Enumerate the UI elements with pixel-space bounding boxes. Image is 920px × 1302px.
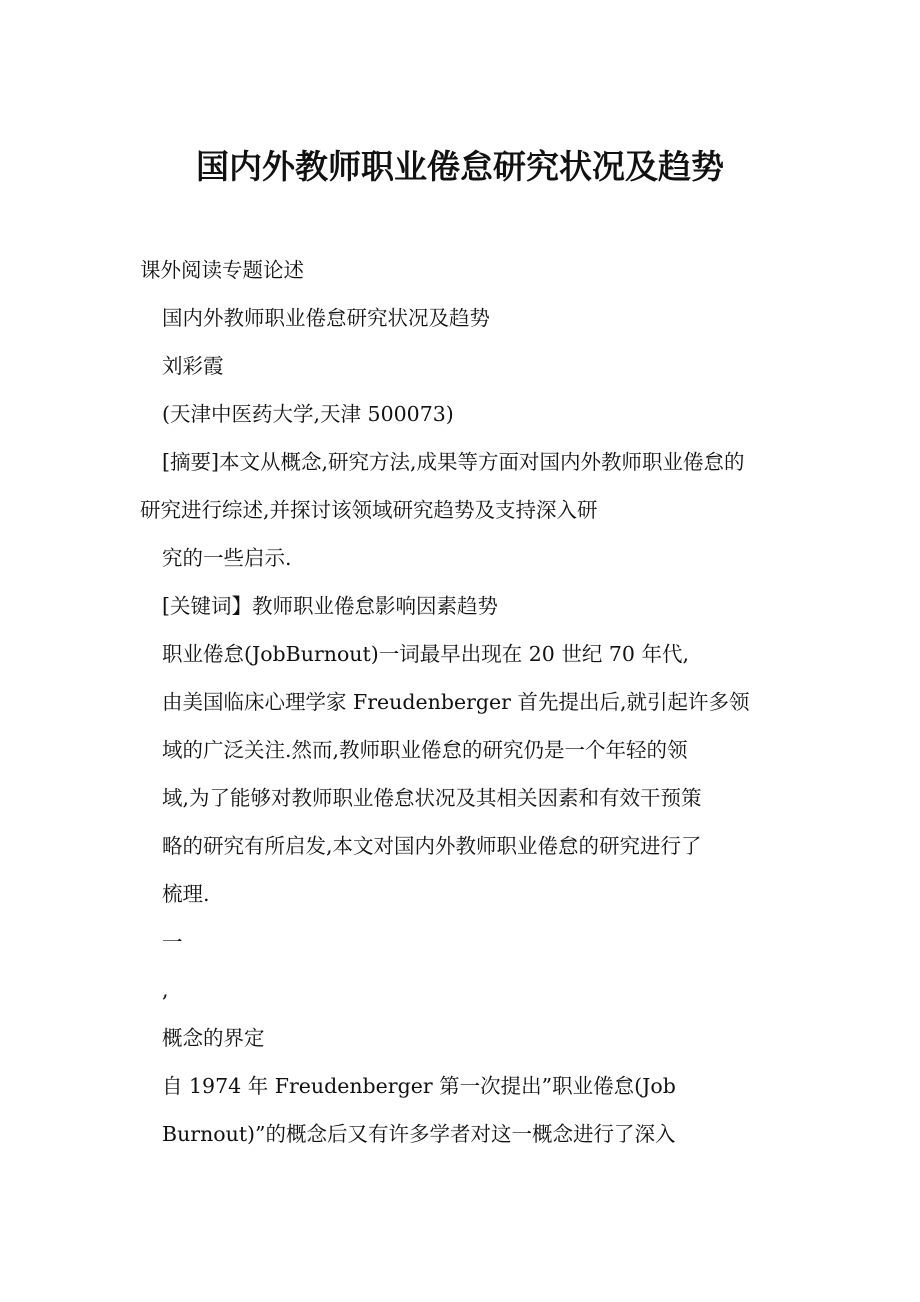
body-line: 职业倦怠(JobBurnout)一词最早出现在 20 世纪 70 年代, — [162, 642, 689, 666]
section-heading: 概念的界定 — [162, 1026, 265, 1050]
abstract-line: 究的一些启示. — [162, 546, 292, 570]
section-number-comma: , — [162, 978, 169, 1002]
keywords-line: [关键词】教师职业倦怠影响因素趋势 — [162, 594, 498, 618]
body-line: 自 1974 年 Freudenberger 第一次提出”职业倦怠(Job — [162, 1074, 676, 1098]
body-line: 域,为了能够对教师职业倦怠状况及其相关因素和有效干预策 — [162, 786, 702, 810]
author-name: 刘彩霞 — [162, 354, 224, 378]
body-line: 域的广泛关注.然而,教师职业倦怠的研究仍是一个年轻的领 — [162, 738, 688, 762]
body-line: 略的研究有所启发,本文对国内外教师职业倦怠的研究进行了 — [162, 834, 702, 858]
abstract-line: [摘要]本文从概念,研究方法,成果等方面对国内外教师职业倦怠的 — [162, 450, 745, 474]
section-label: 课外阅读专题论述 — [140, 258, 304, 282]
author-affiliation: (天津中医药大学,天津 500073) — [162, 402, 454, 426]
body-line: 由美国临床心理学家 Freudenberger 首先提出后,就引起许多领 — [162, 690, 750, 714]
article-title: 国内外教师职业倦怠研究状况及趋势 — [162, 306, 490, 330]
section-number: 一 — [162, 930, 183, 954]
abstract-line: 研究进行综述,并探讨该领域研究趋势及支持深入研 — [140, 498, 598, 522]
body-line: Burnout)”的概念后又有许多学者对这一概念进行了深入 — [162, 1122, 676, 1146]
body-line: 梳理. — [162, 882, 210, 906]
document-title: 国内外教师职业倦怠研究状况及趋势 — [196, 147, 724, 186]
